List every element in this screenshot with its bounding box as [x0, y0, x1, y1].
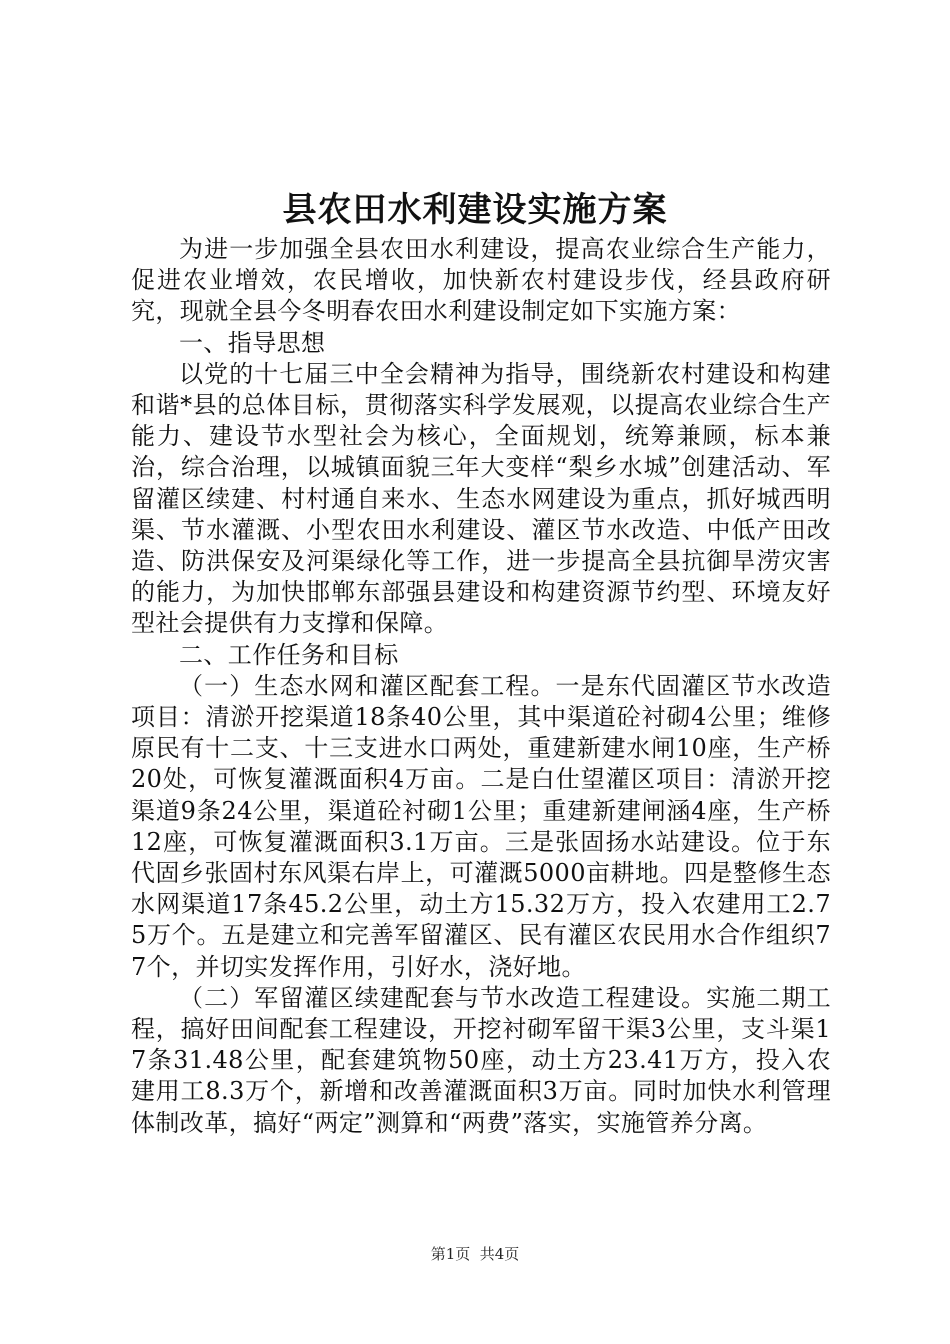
page-footer — [0, 1244, 950, 1264]
page-number: 第1页 共4页 — [430, 1245, 520, 1263]
section-heading-guiding-ideology: 一、指导思想 — [179, 328, 326, 357]
document-body — [131, 234, 831, 1139]
guiding-ideology-paragraph: 以党的十七届三中全会精神为指导，围绕新农村建设和构建和谐*县的总体目标，贯彻落实科学发展观，以提高农业综合生产能力、建设节水型社会为核心，全面规划，统筹兼顾，标本兼治，综合治理，以城镇面貌三年大变样“梨乡水城”创建活动、军留灌区续建、村村通自来水、生态水网建设为重点，抓好城西明渠、节水灌溉、小型农田水利建设、灌区节水改造、中低产田改造、防洪保安及河渠绿化等工作，进一步提高全县抗御旱涝灾害的能力，为加快邯郸东部强县建设和构建资源节约型、环境友好型社会提供有力支撑和保障。 — [131, 359, 831, 638]
section-heading-tasks-goals: 二、工作任务和目标 — [179, 640, 399, 669]
task-item-2-paragraph: （二）军留灌区续建配套与节水改造工程建设。实施二期工程，搞好田间配套工程建设，开挖衬砌军留干渠3公里，支斗渠17条31.48公里，配套建筑物50座，动土方23.41万方，投入农建用工8.3万个，新增和改善灌溉面积3万亩。同时加快水利管理体制改革，搞好“两定”测算和“两费”落实，实施管养分离。 — [131, 983, 831, 1137]
intro-paragraph: 为进一步加强全县农田水利建设，提高农业综合生产能力，促进农业增效，农民增收，加快新农村建设步伐，经县政府研究，现就全县今冬明春农田水利建设制定如下实施方案： — [131, 235, 831, 326]
task-item-1-paragraph: （一）生态水网和灌区配套工程。一是东代固灌区节水改造项目：清淤开挖渠道18条40公里，其中渠道砼衬砌4公里；维修原民有十二支、十三支进水口两处，重建新建水闸10座，生产桥20处，可恢复灌溉面积4万亩。二是白仕望灌区项目：清淤开挖渠道9条24公里，渠道砼衬砌1公里；重建新建闸涵4座，生产桥12座，可恢复灌溉面积3.1万亩。三是张固扬水站建设。位于东代固乡张固村东风渠右岸上，可灌溉5000亩耕地。四是整修生态水网渠道17条45.2公里，动土方15.32万方，投入农建用工2.75万个。五是建立和完善军留灌区、民有灌区农民用水合作组织77个，并切实发挥作用，引好水，浇好地。 — [131, 671, 831, 981]
document-title: 县农田水利建设实施方案 — [282, 190, 668, 230]
